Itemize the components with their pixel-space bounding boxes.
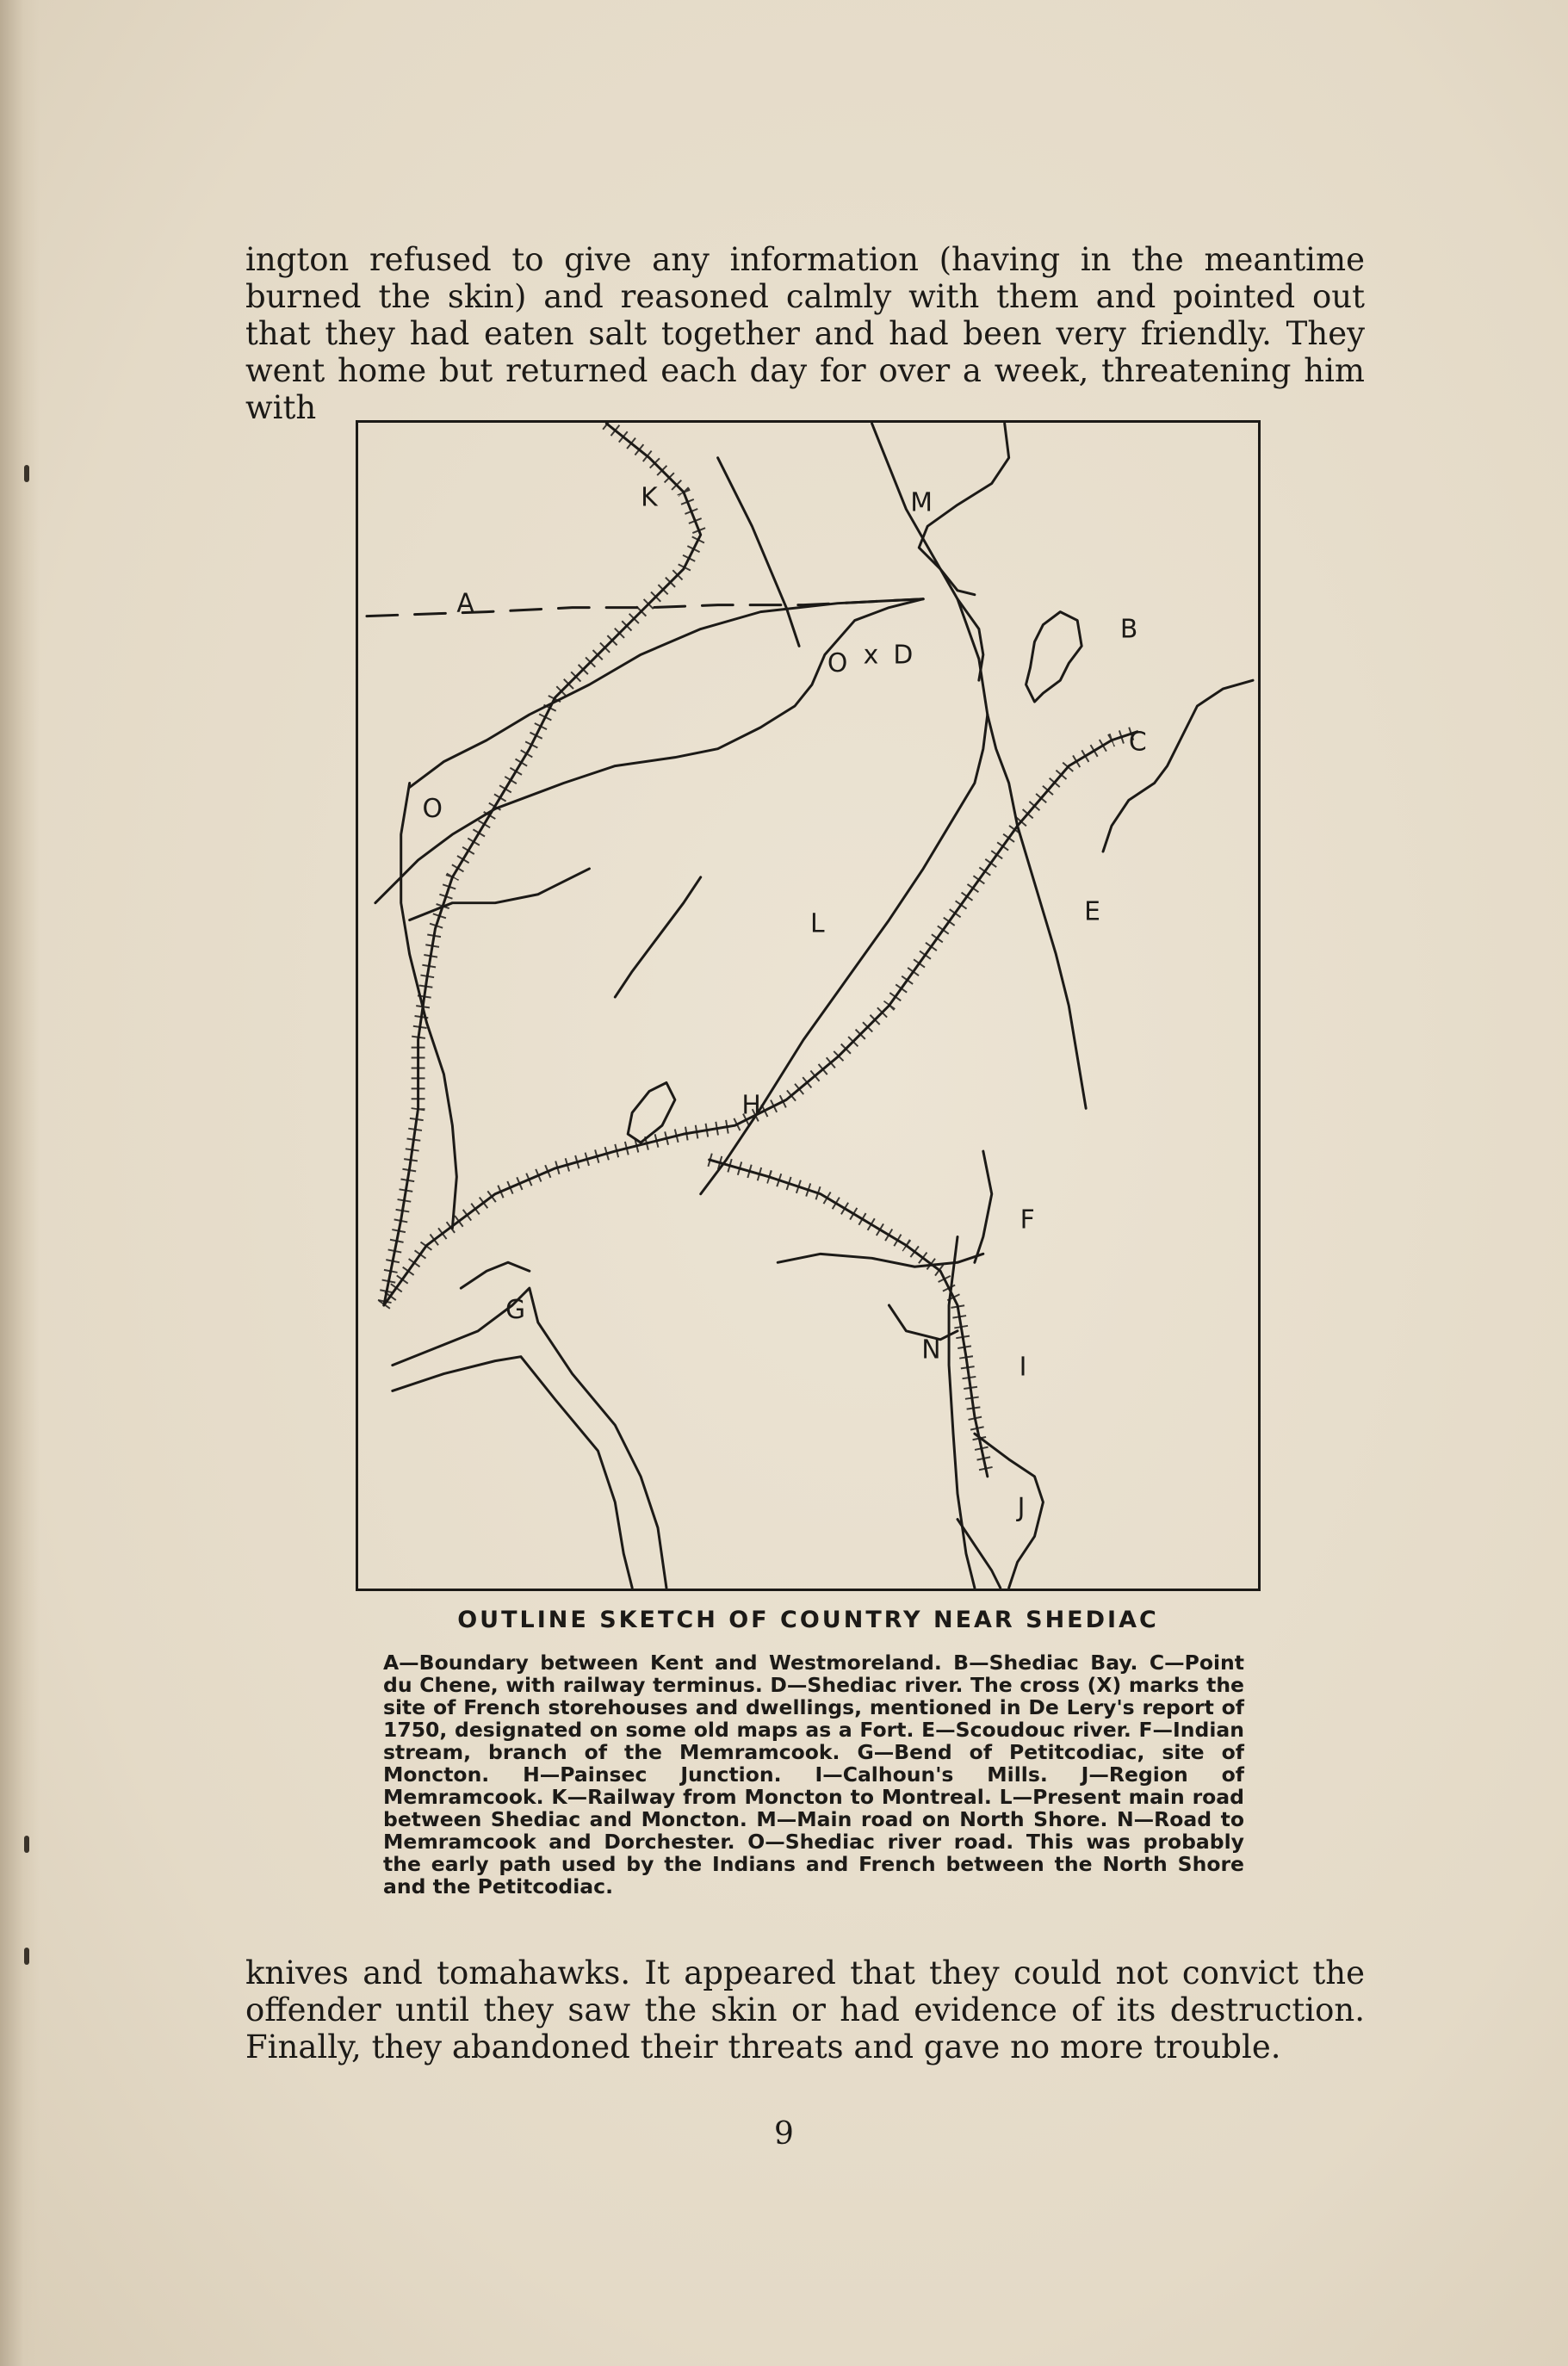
stream-f2 [975,1151,992,1262]
paragraph-bottom: knives and tomahawks. It appeared that they could not convict the offender until they saw the skin or had evidence of its destruction. Finally, they abandoned their threats and gave no more trouble. [245,1954,1365,2066]
river-e [988,715,1086,1108]
label-i: I [1019,1352,1027,1383]
river-g-west [393,1288,666,1588]
figure-title: OUTLINE SKETCH OF COUNTRY NEAR SHEDIAC [457,1607,1159,1633]
label-n: N [921,1335,941,1366]
body-text-bottom [245,1954,1365,2066]
lake-h [628,1082,675,1143]
binding-stitch [24,465,29,482]
page-number: 9 [774,2116,794,2152]
label-h: H [741,1090,761,1121]
stream-mid [615,877,700,997]
binding-stitch [24,1948,29,1965]
label-o-west: O [422,794,443,825]
label-a: A [456,588,474,619]
label-o-east: O [827,648,848,679]
body-text-top [245,241,1365,426]
label-x: x [863,640,879,671]
label-g: G [505,1294,526,1325]
label-d: D [893,640,914,671]
label-k: K [641,482,658,513]
label-f: F [1020,1205,1035,1236]
figure-legend: A—Boundary between Kent and Westmoreland. B—Shediac Bay. C—Point du Chene, with railway terminus. D—Shediac river. The cross (X) marks the site of French storehouses and dwellings, mentioned in De Lery's report of 1750, designated on some old maps as a Fort. E—Scoudouc river. F—Indian stream, branch of the Memramcook. G—Bend of Petitcodiac, site of Moncton. H—Painsec Junction. I—Calhoun's Mills. J—Region of Memramcook. K—Railway from Moncton to Montreal. L—Present main road between Shediac and Moncton. M—Main road on North Shore. N—Road to Memramcook and Dorchester. O—Shediac river road. This was probably the early path used by the Indians and French between the North Shore and the Petitcodiac. [383,1651,1244,1898]
river-j [975,1434,1044,1588]
map-figure [356,420,1261,1591]
label-m: M [910,487,933,518]
paragraph-top: ington refused to give any information (having in the meantime burned the skin) and reasoned calmly with them and pointed out that they had eaten salt together and had been very friendly. They went home but returned each day for over a week, threatening him with [245,241,1365,426]
page-gutter [0,0,40,2366]
coast-east [1103,680,1253,852]
label-c: C [1128,727,1147,758]
binding-stitch [24,1836,29,1853]
label-l: L [809,908,825,939]
stream-west [410,869,590,920]
river-g-top [461,1262,530,1288]
road-n [949,1236,975,1588]
island-b [1026,612,1082,702]
label-b: B [1119,614,1138,645]
river-g-east [393,1357,632,1588]
river-d [375,599,923,903]
road-north [718,458,799,647]
map-sketch [358,423,1258,1589]
label-j: J [1017,1492,1026,1523]
river-j2 [958,1520,1001,1589]
label-e: E [1084,896,1101,927]
stream-f [778,1254,983,1267]
road-m [872,424,988,715]
